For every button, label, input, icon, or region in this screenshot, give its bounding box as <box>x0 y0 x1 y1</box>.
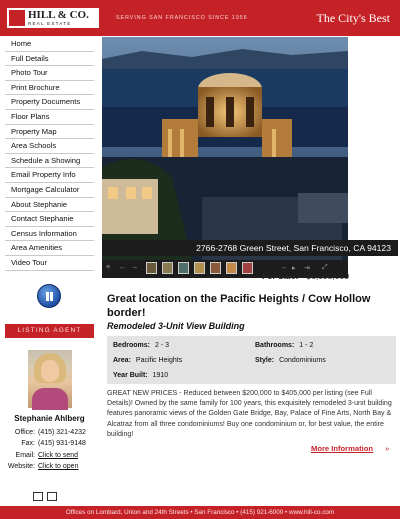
property-photo <box>102 37 348 260</box>
photo-thumbnail[interactable] <box>194 262 205 274</box>
nav-item-photo-tour[interactable]: Photo Tour <box>5 66 94 81</box>
nav-item-schedule-showing[interactable]: Schedule a Showing <box>5 154 94 169</box>
nav-item-mortgage-calculator[interactable]: Mortgage Calculator <box>5 183 94 198</box>
sidebar-nav <box>5 37 94 271</box>
nav-item-property-documents[interactable]: Property Documents <box>5 95 94 110</box>
realtor-logo-icon <box>33 492 43 501</box>
fax-label: Fax: <box>21 440 35 447</box>
slideshow-skip-icon[interactable]: ⇥ <box>304 265 310 272</box>
nav-item-contact-agent[interactable]: Contact Stephanie <box>5 212 94 227</box>
listing-headline: Great location on the Pacific Heights / Cow Hollow border! <box>107 293 371 319</box>
nav-item-area-schools[interactable]: Area Schools <box>5 139 94 154</box>
agent-website-row <box>4 463 96 470</box>
nav-item-email-property-info[interactable]: Email Property Info <box>5 168 94 183</box>
fact-style: Style: Condominiums <box>255 357 326 364</box>
agent-photo <box>28 350 72 408</box>
nav-item-area-amenities[interactable]: Area Amenities <box>5 241 94 256</box>
photo-thumbnail[interactable] <box>162 262 173 274</box>
nav-item-video-tour[interactable]: Video Tour <box>5 256 94 271</box>
listing-description: GREAT NEW PRICES - Reduced between $200,000 to $405,000 per listing (see Full Details)! Owned by the same family for 100 years, this exquisitely remodeled 3-unit building features panoramic views of the Golden Gate Bridge, Bay, Palace of Fine Arts, North Bay & Alcatraz from all three condominiums! Buy one condominium or, for best value, the entire building! <box>107 390 392 438</box>
property-facts <box>107 336 396 384</box>
slideshow-play-icon[interactable]: ▸ <box>292 265 296 272</box>
agent-website-link[interactable]: Click to open <box>38 463 79 470</box>
logo-name: HILL & CO. <box>28 9 89 21</box>
office-phone: (415) 321-4232 <box>38 429 86 436</box>
listing-agent-heading: LISTING AGENT <box>5 324 94 338</box>
listing-subhead: Remodeled 3-Unit View Building <box>107 321 245 331</box>
slideshow-next-icon[interactable]: → <box>280 264 287 271</box>
nav-item-property-map[interactable]: Property Map <box>5 125 94 140</box>
slideshow-menu-icon[interactable]: ≡ <box>106 264 111 271</box>
equal-housing-icon <box>47 492 57 501</box>
email-agent-link[interactable]: Click to send <box>38 452 79 459</box>
fact-area: Area: Pacific Heights <box>113 357 183 364</box>
slideshow-fullscreen-icon[interactable]: ⤢ <box>322 264 328 271</box>
property-address: 2766-2768 Green Street, San Francisco, CA 94123 <box>102 240 398 256</box>
nav-item-about-agent[interactable]: About Stephanie <box>5 198 94 213</box>
agent-fax-row <box>4 440 96 447</box>
header-tagline: SERVING SAN FRANCISCO SINCE 1956 <box>116 15 248 21</box>
more-information-link[interactable]: More Information <box>311 444 374 453</box>
site-header <box>0 0 400 36</box>
fact-bathrooms: Bathrooms: 1 - 2 <box>255 342 314 349</box>
agent-office-row <box>4 429 96 436</box>
photo-thumbnail[interactable] <box>178 262 189 274</box>
photo-thumbnail[interactable] <box>146 262 157 274</box>
photo-thumbnail[interactable] <box>226 262 237 274</box>
site-footer: Offices on Lombard, Union and 24th Streets • San Francisco • (415) 921-6000 • www.hill-co.com <box>0 506 400 519</box>
sale-label: For Sale: <box>262 271 299 281</box>
more-information-arrow-icon: » <box>385 444 390 453</box>
slideshow-prev-icon[interactable]: ← <box>119 264 126 271</box>
fact-bedrooms: Bedrooms: 2 - 3 <box>113 342 169 349</box>
office-label: Office: <box>14 429 35 436</box>
fact-year-built: Year Built: 1910 <box>113 372 169 379</box>
website-label: Website: <box>7 463 35 470</box>
compliance-logos <box>33 488 61 506</box>
nav-item-print-brochure[interactable]: Print Brochure <box>5 81 94 96</box>
slideshow-pause-button[interactable] <box>37 284 61 308</box>
photo-thumbnail[interactable] <box>242 262 253 274</box>
logo-mark-icon <box>9 10 25 26</box>
agent-name: Stephanie Ahlberg <box>14 414 85 423</box>
fax-number: (415) 931-9148 <box>38 440 86 447</box>
company-logo[interactable] <box>6 7 100 29</box>
agent-email-row <box>4 452 96 459</box>
header-slogan: The City's Best <box>316 11 390 25</box>
sale-price <box>262 271 349 281</box>
nav-item-floor-plans[interactable]: Floor Plans <box>5 110 94 125</box>
nav-item-census-information[interactable]: Census Information <box>5 227 94 242</box>
slideshow-dash-icon[interactable]: – <box>133 264 137 271</box>
nav-item-home[interactable]: Home <box>5 37 94 52</box>
email-label: Email: <box>15 452 35 459</box>
price-value: $6,095,000 <box>306 271 349 281</box>
logo-subtitle: REAL ESTATE <box>28 21 72 26</box>
photo-thumbnail[interactable] <box>210 262 221 274</box>
nav-item-full-details[interactable]: Full Details <box>5 52 94 67</box>
